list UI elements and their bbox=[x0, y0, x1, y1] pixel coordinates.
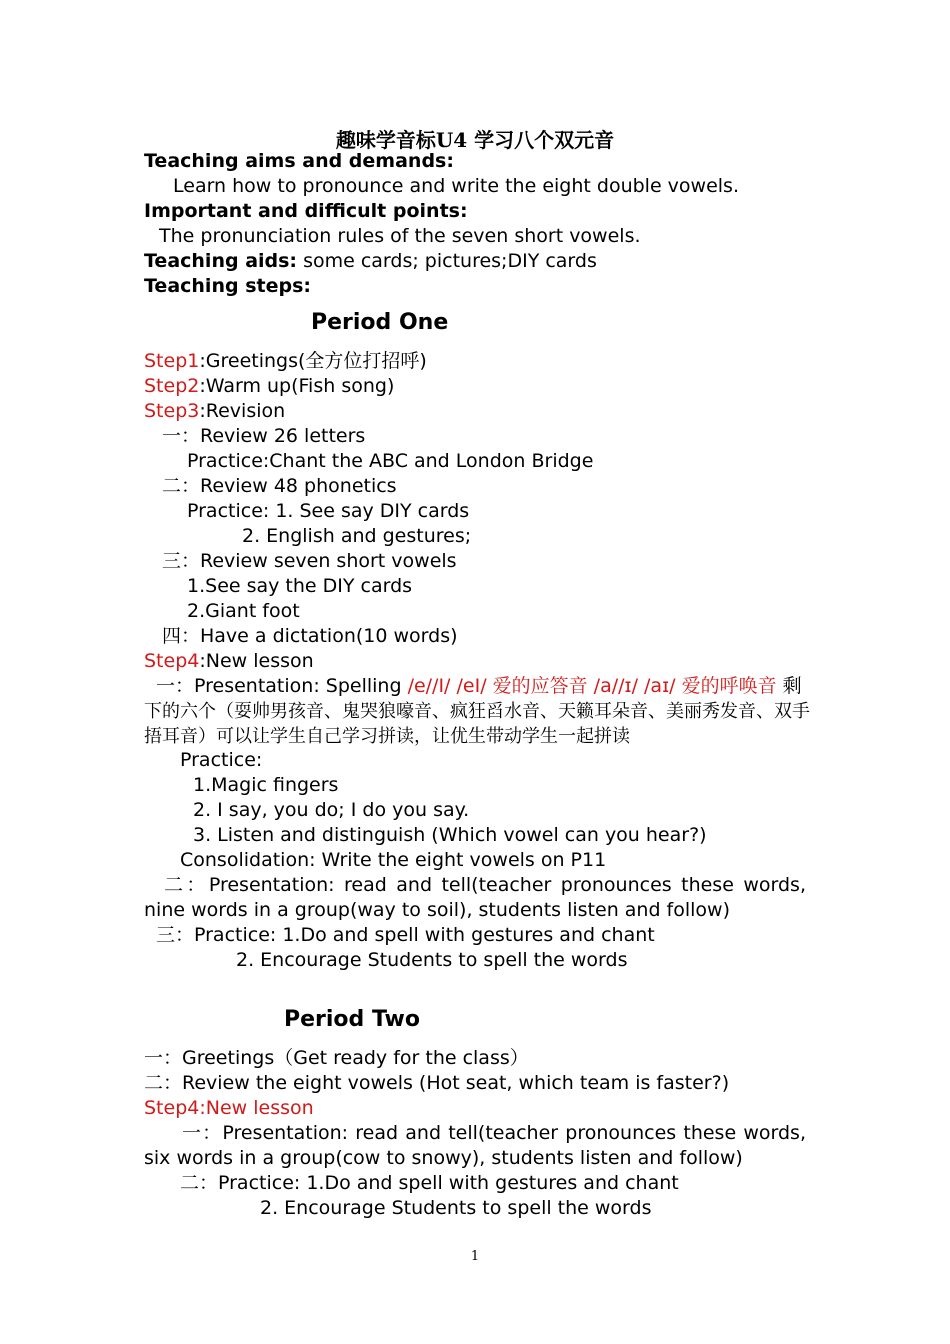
period-two-heading: Period Two bbox=[284, 1007, 420, 1032]
review-letters-practice: Practice:Chant the ABC and London Bridge bbox=[187, 450, 594, 472]
short-vowels-item-1: 1.See say the DIY cards bbox=[187, 575, 413, 597]
document-title: 趣味学音标U4 学习八个双元音 bbox=[335, 128, 615, 152]
step2-label: Step2 bbox=[144, 375, 200, 397]
step3-label: Step3 bbox=[144, 400, 200, 422]
p2-presentation-1: 一：Presentation: read and tell(teacher pronounces these words, bbox=[182, 1122, 806, 1144]
review-letters: 一：Review 26 letters bbox=[162, 425, 366, 447]
vowel-sounds-highlight: /e//I/ /eI/ 爱的应答音 /a//ɪ/ /aɪ/ 爱的呼唤音 bbox=[407, 675, 777, 697]
p2-practice-1: 二：Practice: 1.Do and spell with gestures and chant bbox=[180, 1172, 679, 1194]
step1-line: Step1:Greetings(全方位打招呼) bbox=[144, 350, 427, 372]
aids-label: Teaching aids: bbox=[144, 250, 298, 272]
review-phonetics: 二：Review 48 phonetics bbox=[162, 475, 397, 497]
points-label: Important and difficult points: bbox=[144, 200, 468, 222]
page-number: 1 bbox=[470, 1249, 480, 1264]
step4-line: Step4:New lesson bbox=[144, 650, 314, 672]
dictation: 四：Have a dictation(10 words) bbox=[162, 625, 458, 647]
presentation-read-tell-1: 二：Presentation: read and tell(teacher pronounces these words, bbox=[164, 874, 806, 896]
practice-item-1: 1.Magic fingers bbox=[193, 774, 339, 796]
presentation-note-line-3: 捂耳音）可以让学生自己学习拼读，让优生带动学生一起拼读 bbox=[144, 726, 630, 747]
aids-line bbox=[144, 249, 597, 274]
aims-label: Teaching aims and demands: bbox=[144, 150, 454, 172]
review-phonetics-practice-2: 2. English and gestures; bbox=[242, 525, 472, 547]
review-phonetics-practice-1: Practice: 1. See say DIY cards bbox=[187, 500, 470, 522]
practice-label: Practice: bbox=[180, 749, 263, 771]
period-one-heading: Period One bbox=[311, 310, 449, 335]
practice-spell-1: 三：Practice: 1.Do and spell with gestures and chant bbox=[156, 924, 655, 946]
p2-review: 二：Review the eight vowels (Hot seat, which team is faster?) bbox=[144, 1072, 730, 1094]
review-short-vowels: 三：Review seven short vowels bbox=[162, 550, 457, 572]
steps-label: Teaching steps: bbox=[144, 275, 311, 297]
points-text: The pronunciation rules of the seven short vowels. bbox=[159, 225, 641, 247]
p2-practice-2: 2. Encourage Students to spell the words bbox=[260, 1197, 652, 1219]
step3-line: Step3:Revision bbox=[144, 400, 286, 422]
presentation-note-line-2: 下的六个（耍帅男孩音、鬼哭狼嚎音、疯狂舀水音、天籁耳朵音、美丽秀发音、双手 bbox=[144, 701, 810, 722]
step4-label: Step4 bbox=[144, 650, 200, 672]
practice-item-3: 3. Listen and distinguish (Which vowel can you hear?) bbox=[193, 824, 707, 846]
p2-presentation-2: six words in a group(cow to snowy), students listen and follow) bbox=[144, 1147, 743, 1169]
presentation-spelling: 一：Presentation: Spelling /e//I/ /eI/ 爱的应答音 /a//ɪ/ /aɪ/ 爱的呼唤音 剩 bbox=[156, 675, 802, 697]
aids-text: some cards; pictures;DIY cards bbox=[297, 250, 597, 272]
step1-label: Step1 bbox=[144, 350, 200, 372]
step2-line: Step2:Warm up(Fish song) bbox=[144, 375, 395, 397]
p2-step4: Step4:New lesson bbox=[144, 1097, 314, 1119]
presentation-read-tell-2: nine words in a group(way to soil), students listen and follow) bbox=[144, 899, 731, 921]
p2-greetings: 一：Greetings（Get ready for the class） bbox=[144, 1047, 529, 1069]
practice-item-2: 2. I say, you do; I do you say. bbox=[193, 799, 470, 821]
aims-text: Learn how to pronounce and write the eight double vowels. bbox=[173, 175, 739, 197]
consolidation: Consolidation: Write the eight vowels on P11 bbox=[180, 849, 607, 871]
practice-spell-2: 2. Encourage Students to spell the words bbox=[236, 949, 628, 971]
short-vowels-item-2: 2.Giant foot bbox=[187, 600, 300, 622]
